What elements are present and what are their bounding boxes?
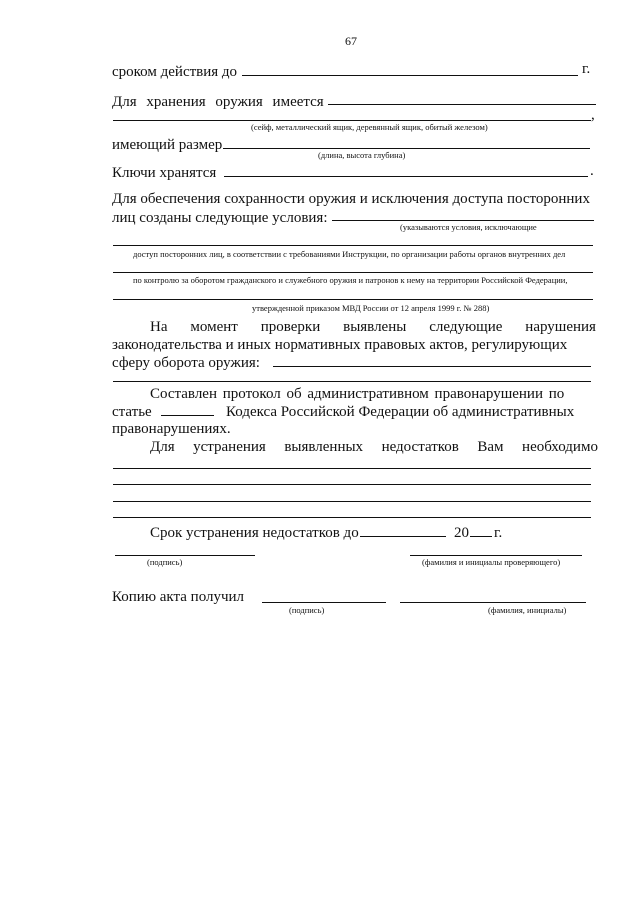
remedy-field-1[interactable] bbox=[113, 468, 591, 469]
validity-label: сроком действия до bbox=[112, 64, 238, 80]
copy-signature-hint: (подпись) bbox=[289, 605, 325, 615]
security-line-2: лиц созданы следующие условия: bbox=[112, 210, 328, 226]
security-field-2[interactable] bbox=[113, 245, 593, 246]
security-hint-2: доступ посторонних лиц, в соответствии с требованиями Инструкции, по организации работы органов внутренних дел bbox=[133, 249, 566, 259]
protocol-line-2b: Кодекса Российской Федерации об административных bbox=[226, 404, 575, 420]
keys-field[interactable] bbox=[224, 176, 588, 177]
security-field-4[interactable] bbox=[113, 299, 593, 300]
storage-hint: (сейф, металлический ящик, деревянный ящик, обитый железом) bbox=[251, 122, 488, 132]
validity-date-field[interactable] bbox=[242, 75, 578, 76]
copy-signature-field[interactable] bbox=[262, 602, 386, 603]
size-label: имеющий размер bbox=[112, 137, 223, 153]
deadline-label: Срок устранения недостатков до bbox=[150, 525, 359, 541]
security-hint-4: утвержденной приказом МВД России от 12 апреля 1999 г. № 288) bbox=[252, 303, 490, 313]
validity-suffix: г. bbox=[582, 61, 591, 77]
deadline-year-prefix: 20 bbox=[454, 525, 469, 541]
inspector-signature-field[interactable] bbox=[115, 555, 255, 556]
violations-field-1[interactable] bbox=[273, 366, 591, 367]
violations-line-1 bbox=[150, 319, 596, 335]
inspector-name-hint: (фамилия и инициалы проверяющего) bbox=[422, 557, 561, 567]
violations-line-2: законодательства и иных нормативных правовых актов, регулирующих bbox=[112, 337, 568, 353]
violations-word: На bbox=[150, 319, 168, 335]
violations-line-3: сферу оборота оружия: bbox=[112, 355, 260, 371]
security-field-1[interactable] bbox=[332, 220, 594, 221]
violations-word: нарушения bbox=[525, 319, 596, 335]
violations-word: проверки bbox=[260, 319, 321, 335]
storage-label: Для хранения оружия имеется bbox=[112, 94, 324, 110]
violations-field-2[interactable] bbox=[113, 381, 591, 382]
size-hint: (длина, высота глубина) bbox=[318, 150, 406, 160]
violations-word: момент bbox=[190, 319, 238, 335]
security-hint-1: (указываются условия, исключающие bbox=[400, 222, 537, 232]
security-field-3[interactable] bbox=[113, 272, 593, 273]
protocol-line-1: Составлен протокол об административном правонарушении по bbox=[150, 386, 565, 402]
violations-word: выявлены bbox=[343, 319, 407, 335]
remedy-word: недостатков bbox=[381, 439, 459, 455]
storage-field[interactable] bbox=[328, 104, 596, 105]
inspector-name-field[interactable] bbox=[410, 555, 582, 556]
deadline-suffix: г. bbox=[494, 525, 503, 541]
storage-field-continued[interactable] bbox=[113, 120, 591, 121]
copy-received-label: Копию акта получил bbox=[112, 589, 245, 605]
security-hint-3: по контролю за оборотом гражданского и служебного оружия и патронов к нему на территории Российской Федерации, bbox=[133, 275, 568, 285]
keys-label: Ключи хранятся bbox=[112, 165, 217, 181]
protocol-line-3: правонарушениях. bbox=[112, 421, 231, 437]
remedy-field-3[interactable] bbox=[113, 501, 591, 502]
copy-name-field[interactable] bbox=[400, 602, 586, 603]
remedy-word: устранения bbox=[193, 439, 266, 455]
security-line-1: Для обеспечения сохранности оружия и исключения доступа посторонних bbox=[112, 191, 590, 207]
deadline-year-field[interactable] bbox=[470, 536, 492, 537]
keys-dot: . bbox=[590, 163, 594, 179]
storage-comma: , bbox=[591, 107, 595, 123]
deadline-date-field[interactable] bbox=[360, 536, 446, 537]
remedy-word: Для bbox=[150, 439, 175, 455]
remedy-word: необходимо bbox=[522, 439, 598, 455]
remedy-field-4[interactable] bbox=[113, 517, 591, 518]
remedy-field-2[interactable] bbox=[113, 484, 591, 485]
copy-name-hint: (фамилия, инициалы) bbox=[488, 605, 567, 615]
inspector-signature-hint: (подпись) bbox=[147, 557, 183, 567]
size-field[interactable] bbox=[223, 148, 590, 149]
protocol-article-field[interactable] bbox=[161, 415, 214, 416]
violations-word: следующие bbox=[429, 319, 503, 335]
remedy-word: Вам bbox=[477, 439, 504, 455]
remedy-line bbox=[150, 439, 598, 455]
remedy-word: выявленных bbox=[284, 439, 364, 455]
protocol-line-2a: статье bbox=[112, 404, 152, 420]
page-number: 67 bbox=[345, 34, 357, 48]
